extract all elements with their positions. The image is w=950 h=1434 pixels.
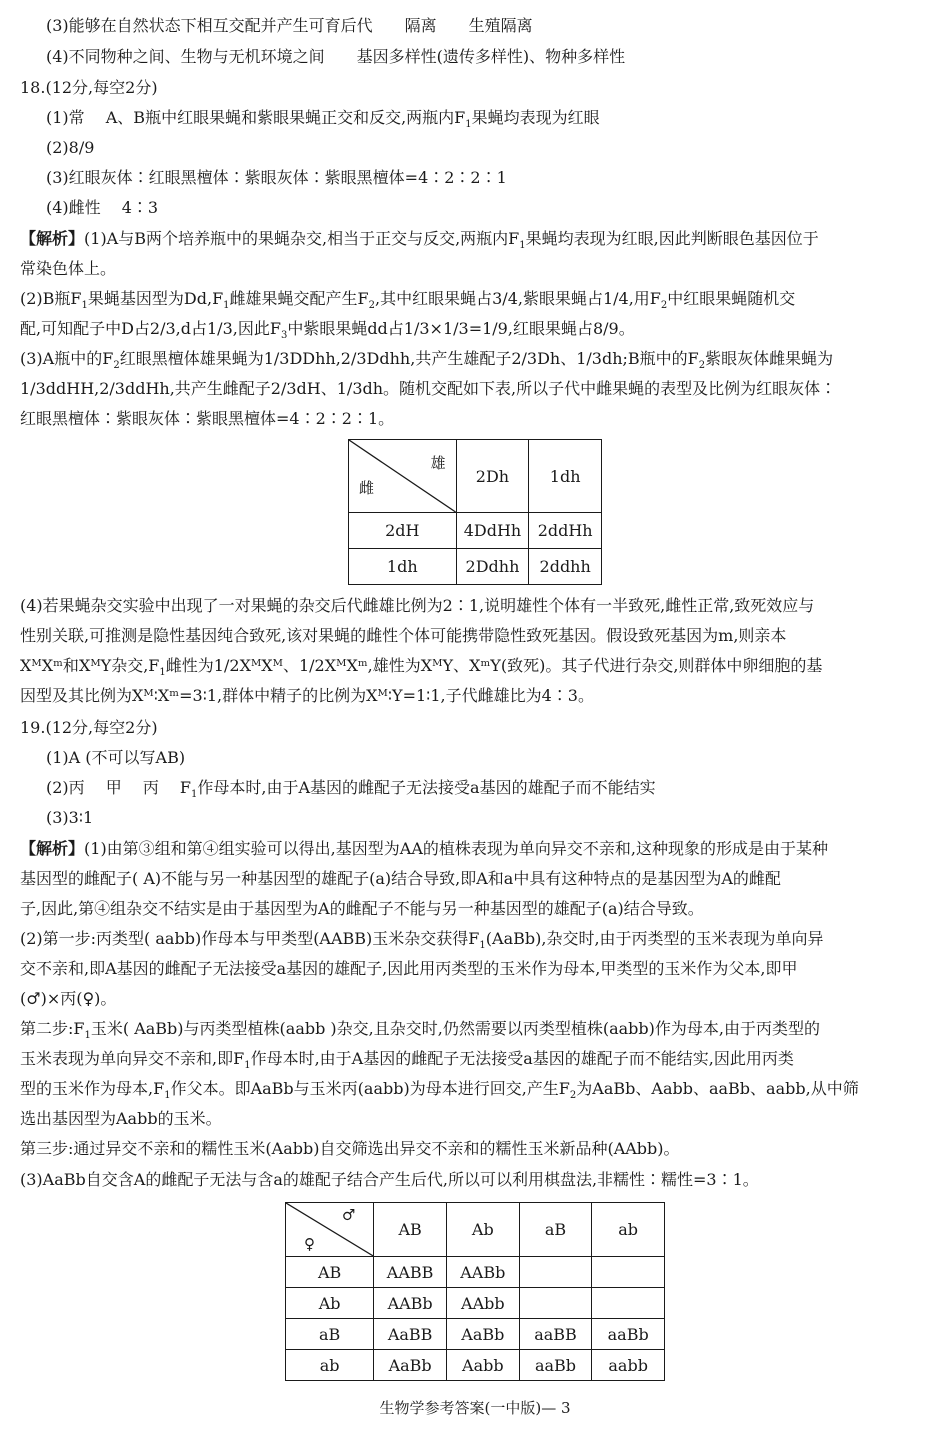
row-header: ab <box>286 1350 374 1381</box>
text: (3)A瓶中的F <box>20 349 114 368</box>
table-cell: AaBb <box>374 1350 447 1381</box>
table-cell: aaBB <box>519 1319 592 1350</box>
table-cell: aabb <box>592 1350 665 1381</box>
explanation-line <box>20 404 932 434</box>
table-cell: aaBb <box>519 1350 592 1381</box>
text: (2)8/9 <box>46 138 95 157</box>
diagonal-line <box>286 1203 373 1256</box>
explanation-label: 【解析】 <box>20 839 85 858</box>
genotype: XᴹXᴹ <box>239 656 283 675</box>
answer-line <box>46 193 932 223</box>
table-row <box>349 549 602 585</box>
row-header: 1dh <box>349 549 457 585</box>
subscript: 2 <box>113 360 120 372</box>
table-cell: AABb <box>446 1257 519 1288</box>
row-header: AB <box>286 1257 374 1288</box>
text: (1)由第③组和第④组实验可以得出,基因型为AA的植株表现为单向异交不亲和,这种现象的形成是由于某种 <box>84 839 828 858</box>
explanation-label: 【解析】 <box>20 229 85 248</box>
table-cell <box>519 1288 592 1319</box>
punnett-table-eye-body <box>348 439 602 585</box>
explanation-line <box>20 1044 932 1074</box>
explanation-line <box>20 1014 932 1044</box>
table-cell: Aabb <box>446 1350 519 1381</box>
subscript: 1 <box>164 1090 171 1102</box>
column-header: ab <box>592 1203 665 1257</box>
table-cell: 2ddHh <box>529 513 602 549</box>
text: (4)不同物种之间、生物与无机环境之间 基因多样性(遗传多样性)、物种多样性 <box>46 47 626 66</box>
explanation-line <box>20 224 932 254</box>
genotype: XᵐY <box>469 656 501 675</box>
explanation-line <box>20 1074 932 1104</box>
subscript: 1 <box>81 300 88 312</box>
text: (1)A与B两个培养瓶中的果蝇杂交,相当于正交与反交,两瓶内F <box>84 229 520 248</box>
subscript: 1 <box>84 1030 91 1042</box>
table-cell: 4DdHh <box>456 513 529 549</box>
subscript: 2 <box>698 360 706 372</box>
column-header: Ab <box>446 1203 519 1257</box>
text: ∶Y=1∶1,子代雌雄比为4∶3。 <box>387 686 594 705</box>
male-symbol: ♂ <box>341 1206 356 1224</box>
text: 红眼黑檀体雄果蝇为1/3DDhh,2/3Ddhh,共产生雄配子2/3Dh、1/3dh;B瓶中的F <box>119 349 699 368</box>
subscript: 1 <box>191 789 198 801</box>
text: 18.(12分,每空2分) <box>20 78 158 97</box>
answer-line <box>46 773 932 803</box>
text: (4)若果蝇杂交实验中出现了一对果蝇的杂交后代雌雄比例为2∶1,说明雄性个体有一半致死,雌性正常,致死效应与 <box>20 596 815 615</box>
explanation-line <box>20 1165 932 1195</box>
text: 玉米表现为单向异交不亲和,即F <box>20 1049 245 1068</box>
text: (致死)。其子代进行杂交,则群体中卵细胞的基 <box>500 656 823 675</box>
table-cell: AABb <box>374 1288 447 1319</box>
genotype: XᴹY <box>420 656 454 675</box>
table-cell <box>592 1288 665 1319</box>
text: 19.(12分,每空2分) <box>20 718 158 737</box>
text: 中红眼果蝇随机交 <box>667 289 796 308</box>
question-18-header <box>20 73 932 103</box>
text: 子,因此,第④组杂交不结实是由于基因型为A的雌配子不能与另一种基因型的雄配子(a)结合导致。 <box>20 899 704 918</box>
text: (4)雌性 4∶3 <box>46 198 159 217</box>
explanation-line <box>20 894 932 924</box>
text: 雌性为1/2 <box>165 656 240 675</box>
diagonal-line <box>349 440 456 512</box>
text: 配,可知配子中D占2/3,d占1/3,因此F <box>20 319 281 338</box>
female-symbol: ♀ <box>304 1235 315 1253</box>
table-row <box>286 1288 665 1319</box>
row-header: 2dH <box>349 513 457 549</box>
column-header: 2Dh <box>456 440 529 513</box>
genotype: Xᴹ <box>132 686 154 705</box>
row-header: aB <box>286 1319 374 1350</box>
table-cell: 2ddhh <box>529 549 602 585</box>
text: 作母本时,由于A基因的雌配子无法接受a基因的雄配子而不能结实,因此用丙类 <box>250 1049 794 1068</box>
text: ,其中红眼果蝇占3/4,紫眼果蝇占1/4,用F <box>375 289 661 308</box>
genotype: XᴹY <box>78 656 112 675</box>
text: 1/3ddHH,2/3ddHh,共产生雌配子2/3dH、1/3dh。随机交配如下表,所以子代中雌果蝇的表型及比例为红眼灰体∶ <box>20 379 837 398</box>
text: 、1/2 <box>282 656 325 675</box>
text: (2)B瓶F <box>20 289 82 308</box>
explanation-line <box>20 1134 932 1164</box>
text: 交不亲和,即A基因的雌配子无法接受a基因的雄配子,因此用丙类型的玉米作为母本,甲类型的玉米作为父本,即甲 <box>20 959 798 978</box>
table-cell: AaBB <box>374 1319 447 1350</box>
explanation-line <box>20 864 932 894</box>
answer-line <box>46 11 932 41</box>
table-cell <box>519 1257 592 1288</box>
table-cell <box>592 1257 665 1288</box>
table-corner-cell <box>349 440 457 513</box>
explanation-line <box>20 314 932 344</box>
answer-line <box>46 42 932 72</box>
text: 型的玉米作为母本,F <box>20 1079 165 1098</box>
text: 第三步:通过异交不亲和的糯性玉米(Aabb)自交筛选出异交不亲和的糯性玉米新品种(AAbb)。 <box>20 1139 680 1158</box>
text: (3)AaBb自交含A的雌配子无法与含a的雄配子结合产生后代,所以可以利用棋盘法,非糯性∶糯性=3∶1。 <box>20 1170 759 1189</box>
text: 和 <box>62 656 79 675</box>
text: 因型及其比例为 <box>20 686 133 705</box>
genotype: XᴹXᵐ <box>324 656 368 675</box>
text: (3)红眼灰体∶红眼黑檀体∶紫眼灰体∶紫眼黑檀体=4∶2∶2∶1 <box>46 168 507 187</box>
page-footer: 生物学参考答案(一中版)— 3 <box>379 1399 571 1417</box>
text: 玉米( AaBb)与丙类型植株(aabb )杂交,且杂交时,仍然需要以丙类型植株(aabb)作为母本,由于丙类型的 <box>90 1019 820 1038</box>
text: (3)3∶1 <box>46 808 94 827</box>
genotype: Xᴹ <box>366 686 388 705</box>
subscript: 1 <box>519 240 526 252</box>
answer-line <box>46 743 932 773</box>
table-row <box>286 1319 665 1350</box>
answer-line <box>46 163 932 193</box>
explanation-line <box>20 984 932 1014</box>
male-label: 雄 <box>430 454 446 472</box>
explanation-line <box>20 834 932 864</box>
text: ,雄性为 <box>367 656 421 675</box>
table-cell: 2Ddhh <box>456 549 529 585</box>
answer-line <box>46 803 932 833</box>
text: (1)常 A、B瓶中红眼果蝇和紫眼果蝇正交和反交,两瓶内F <box>46 108 466 127</box>
subscript: 1 <box>244 1060 251 1072</box>
text: 为AaBb、Aabb、aaBb、aabb,从中筛 <box>576 1079 859 1098</box>
genotype: XᴹXᵐ <box>20 656 63 675</box>
text: 作母本时,由于A基因的雌配子无法接受a基因的雄配子而不能结实 <box>197 778 656 797</box>
table-row <box>286 1257 665 1288</box>
text: =3∶1,群体中精子的比例为 <box>179 686 367 705</box>
genotype: Xᵐ <box>157 686 180 705</box>
text: (2)第一步:丙类型( aabb)作母本与甲类型(AABB)玉米杂交获得F <box>20 929 480 948</box>
column-header: aB <box>519 1203 592 1257</box>
column-header: AB <box>374 1203 447 1257</box>
table-cell: aaBb <box>592 1319 665 1350</box>
table-cell: AABB <box>374 1257 447 1288</box>
text: 性别关联,可推测是隐性基因纯合致死,该对果蝇的雌性个体可能携带隐性致死基因。假设致死基因为m,则亲本 <box>20 626 787 645</box>
subscript: 2 <box>660 300 668 312</box>
text: 基因型的雌配子( A)不能与另一种基因型的雄配子(a)结合导致,即A和a中具有这种特点的是基因型为A的雌配 <box>20 869 781 888</box>
text: 果蝇均表现为红眼,因此判断眼色基因位于 <box>525 229 819 248</box>
punnett-table-corn <box>285 1202 665 1381</box>
explanation-line <box>20 924 932 954</box>
question-19-header <box>20 713 932 743</box>
explanation-line: XᴹXᵐ和XᴹY杂交$,F_1$雌性为1/2XᴹXᴹ、1/2XᴹXᵐ,雄性为XᴹY、XᵐY(致死)。其子代进行杂交,则群体中卵细胞的基 <box>20 656 823 679</box>
explanation-line <box>20 254 932 284</box>
explanation-line <box>20 591 932 621</box>
subscript: 1 <box>159 667 166 679</box>
text: 紫眼灰体雌果蝇为 <box>705 349 834 368</box>
text: 雌雄果蝇交配产生F <box>229 289 369 308</box>
subscript: 1 <box>465 119 472 131</box>
table-row <box>286 1350 665 1381</box>
subscript: 1 <box>223 300 230 312</box>
answer-line <box>46 103 932 133</box>
text: 杂交,F <box>111 656 160 675</box>
explanation-line <box>20 344 932 374</box>
table-row <box>349 513 602 549</box>
explanation-line <box>20 954 932 984</box>
table-corner-cell <box>286 1203 374 1257</box>
text: 作父本。即AaBb与玉米丙(aabb)为母本进行回交,产生F <box>170 1079 570 1098</box>
table-cell: AaBb <box>446 1319 519 1350</box>
text: 第二步:F <box>20 1019 85 1038</box>
text: 中紫眼果蝇dd占1/3×1/3=1/9,红眼果蝇占8/9。 <box>287 319 635 338</box>
subscript: 1 <box>479 940 486 952</box>
female-label: 雌 <box>359 479 375 497</box>
explanation-line <box>20 1104 932 1134</box>
answer-line <box>46 133 932 163</box>
text: 选出基因型为Aabb的玉米。 <box>20 1109 222 1128</box>
text: 果蝇均表现为红眼 <box>471 108 600 127</box>
text: 常染色体上。 <box>20 259 117 278</box>
text: 果蝇基因型为Dd,F <box>87 289 224 308</box>
explanation-line <box>20 284 932 314</box>
text: (1)A (不可以写AB) <box>46 748 186 767</box>
row-header: Ab <box>286 1288 374 1319</box>
text: (2)丙 甲 丙 F <box>46 778 192 797</box>
column-header: 1dh <box>529 440 602 513</box>
subscript: 2 <box>569 1090 577 1102</box>
explanation-line <box>20 621 932 651</box>
subscript: 2 <box>368 300 376 312</box>
text: (♂)×丙(♀)。 <box>20 989 117 1008</box>
table-cell: AAbb <box>446 1288 519 1319</box>
text: 红眼黑檀体∶紫眼灰体∶紫眼黑檀体=4∶2∶2∶1。 <box>20 409 395 428</box>
text: (3)能够在自然状态下相互交配并产生可育后代 隔离 生殖隔离 <box>46 16 533 35</box>
text: (AaBb),杂交时,由于丙类型的玉米表现为单向异 <box>485 929 824 948</box>
explanation-line: 因型及其比例为Xᴹ∶Xᵐ=3∶1,群体中精子的比例为Xᴹ∶Y=1∶1,子代雌雄比为4∶3。 <box>20 686 594 705</box>
subscript: 3 <box>280 330 288 342</box>
explanation-line <box>20 374 932 404</box>
